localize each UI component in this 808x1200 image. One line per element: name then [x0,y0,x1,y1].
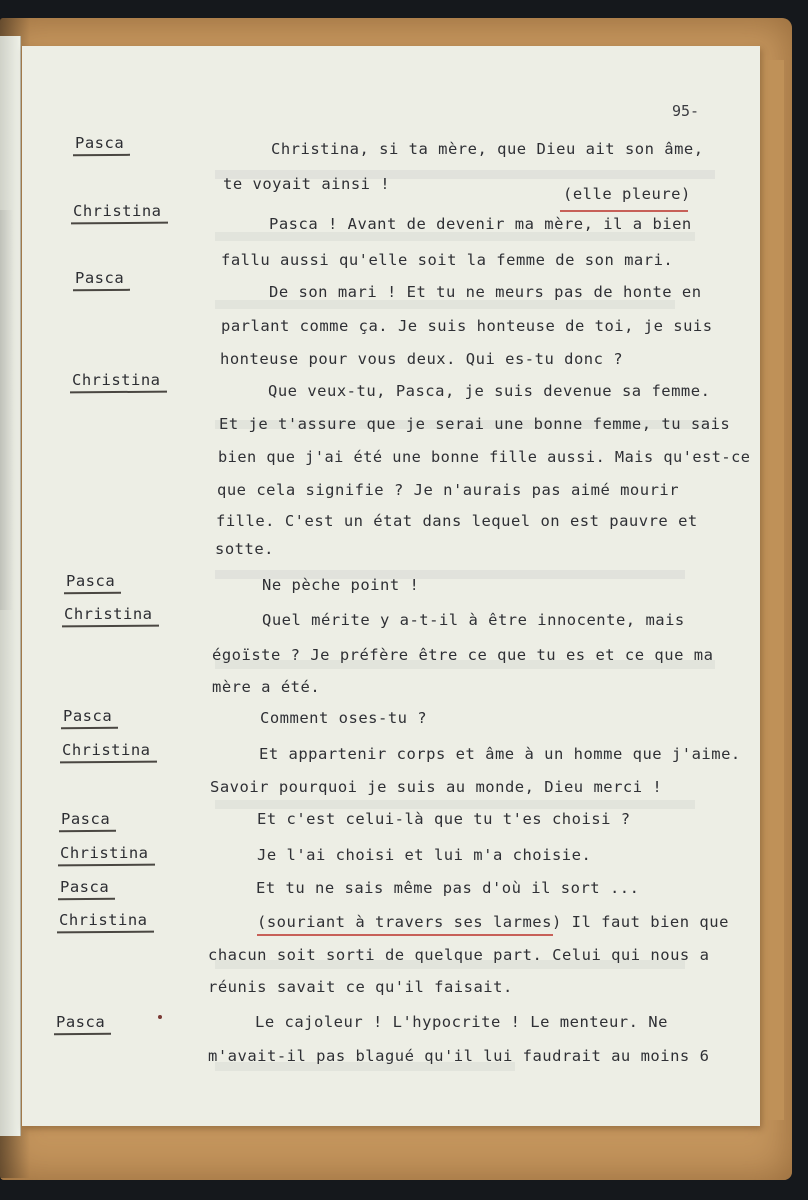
dialogue-line: Ne pèche point ! [262,576,420,594]
dialogue-line: fallu aussi qu'elle soit la femme de son mari. [221,251,674,269]
dialogue-line: que cela signifie ? Je n'aurais pas aimé mourir [217,481,680,499]
red-underline [257,934,553,936]
binding-shadow [0,210,14,610]
dialogue-line: Le cajoleur ! L'hypocrite ! Le menteur. Ne [255,1013,668,1031]
dialogue-line: Comment oses-tu ? [260,709,428,727]
dialogue-line: Quel mérite y a-t-il à être innocente, mais [262,611,685,629]
speaker-name: Pasca [66,572,116,590]
dialogue-line: m'avait-il pas blagué qu'il lui faudrait au moins 6 [208,1047,710,1065]
dialogue-line: réunis savait ce qu'il faisait. [208,978,513,996]
dialogue-line: (souriant à travers ses larmes) Il faut bien que [257,913,729,931]
speaker-name: Pasca [63,707,113,725]
speaker-name: Christina [64,605,153,623]
dialogue-line: honteuse pour vous deux. Qui es-tu donc ? [220,350,624,368]
speaker-name: Christina [59,911,148,929]
page-number: 95- [672,102,700,120]
dialogue-line: fille. C'est un état dans lequel on est pauvre et [216,512,698,530]
stage-direction: (elle pleure) [563,185,691,203]
speaker-name: Christina [62,741,151,759]
dialogue-line: parlant comme ça. Je suis honteuse de toi, je suis [221,317,713,335]
dialogue-line: Pasca ! Avant de devenir ma mère, il a bien [269,215,692,233]
dialogue-line: chacun soit sorti de quelque part. Celui qui nous a [208,946,710,964]
dialogue-line: Et tu ne sais même pas d'où il sort ... [256,879,640,897]
speaker-name: Pasca [75,269,125,287]
red-underline [560,210,688,212]
dialogue-line: Savoir pourquoi je suis au monde, Dieu merci ! [210,778,663,796]
speaker-name: Pasca [56,1013,106,1031]
speaker-name: Pasca [75,134,125,152]
dialogue-line: Et c'est celui-là que tu t'es choisi ? [257,810,631,828]
dialogue-line: te voyait ainsi ! [223,175,391,193]
dialogue-line: mère a été. [212,678,321,696]
ink-dot [158,1015,162,1019]
dialogue-line: Christina, si ta mère, que Dieu ait son âme, [271,140,704,158]
folder-edge [760,60,784,1120]
speaker-name: Pasca [61,810,111,828]
dialogue-line: Je l'ai choisi et lui m'a choisie. [257,846,592,864]
speaker-name: Christina [73,202,162,220]
dialogue-line: Et je t'assure que je serai une bonne femme, tu sais [219,415,731,433]
dialogue-line: Et appartenir corps et âme à un homme que j'aime. [259,745,741,763]
dialogue-line: Que veux-tu, Pasca, je suis devenue sa femme. [268,382,711,400]
dialogue-line: De son mari ! Et tu ne meurs pas de honte en [269,283,702,301]
speaker-name: Christina [72,371,161,389]
dialogue-line: bien que j'ai été une bonne fille aussi. Mais qu'est-ce [218,448,751,466]
dialogue-line: sotte. [215,540,274,558]
dialogue-line: égoïste ? Je préfère être ce que tu es et ce que ma [212,646,714,664]
speaker-name: Christina [60,844,149,862]
speaker-name: Pasca [60,878,110,896]
